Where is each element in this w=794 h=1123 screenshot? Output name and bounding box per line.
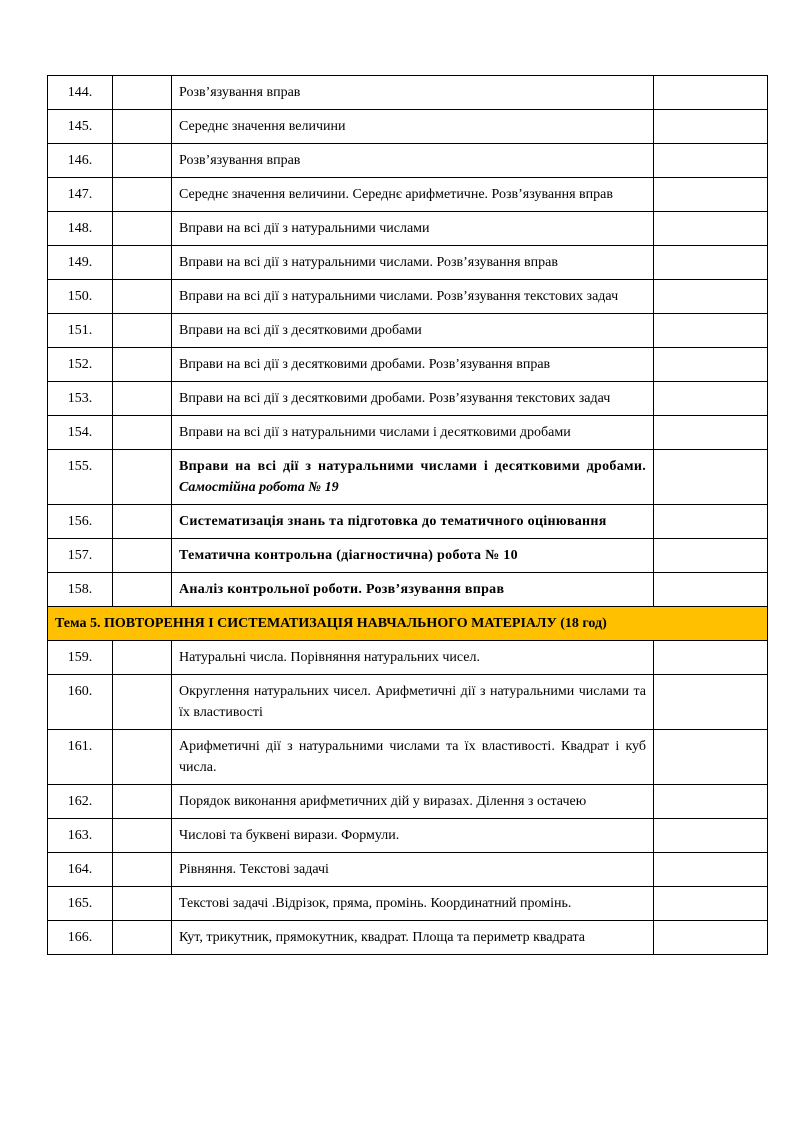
note-cell <box>654 573 768 607</box>
note-cell <box>654 730 768 785</box>
lesson-number: 157. <box>48 539 113 573</box>
date-cell <box>113 382 172 416</box>
section-header-row <box>48 607 768 641</box>
lesson-topic: Вправи на всі дії з натуральними числами <box>172 212 654 246</box>
table-row <box>48 212 768 246</box>
note-cell <box>654 348 768 382</box>
note-cell <box>654 178 768 212</box>
date-cell <box>113 539 172 573</box>
lesson-number: 162. <box>48 785 113 819</box>
note-cell <box>654 675 768 730</box>
date-cell <box>113 641 172 675</box>
note-cell <box>654 416 768 450</box>
table-row <box>48 785 768 819</box>
note-cell <box>654 280 768 314</box>
lesson-plan-table <box>47 75 768 955</box>
table-row <box>48 76 768 110</box>
lesson-topic: Числові та буквені вирази. Формули. <box>172 819 654 853</box>
date-cell <box>113 246 172 280</box>
note-cell <box>654 819 768 853</box>
table-row <box>48 853 768 887</box>
lesson-topic: Округлення натуральних чисел. Арифметичні дії з натуральними числами та їх властивості <box>172 675 654 730</box>
note-cell <box>654 539 768 573</box>
note-cell <box>654 144 768 178</box>
table-row <box>48 144 768 178</box>
lesson-number: 158. <box>48 573 113 607</box>
note-cell <box>654 641 768 675</box>
table-row <box>48 450 768 505</box>
note-cell <box>654 314 768 348</box>
lesson-topic: Розв’язування вправ <box>172 144 654 178</box>
lesson-number: 153. <box>48 382 113 416</box>
lesson-number: 164. <box>48 853 113 887</box>
lesson-topic: Систематизація знань та підготовка до тематичного оцінювання <box>172 505 654 539</box>
note-cell <box>654 785 768 819</box>
date-cell <box>113 76 172 110</box>
note-cell <box>654 76 768 110</box>
lesson-topic-bold: Вправи на всі дії з натуральними числами і десятковими дробами. <box>179 459 646 474</box>
note-cell <box>654 853 768 887</box>
date-cell <box>113 178 172 212</box>
lesson-topic: Арифметичні дії з натуральними числами та їх властивості. Квадрат і куб числа. <box>172 730 654 785</box>
date-cell <box>113 887 172 921</box>
table-row <box>48 641 768 675</box>
lesson-number: 156. <box>48 505 113 539</box>
date-cell <box>113 416 172 450</box>
lesson-number: 166. <box>48 921 113 955</box>
date-cell <box>113 348 172 382</box>
lesson-topic: Тематична контрольна (діагностична) робота № 10 <box>172 539 654 573</box>
date-cell <box>113 450 172 505</box>
lesson-number: 148. <box>48 212 113 246</box>
lesson-number: 151. <box>48 314 113 348</box>
date-cell <box>113 921 172 955</box>
lesson-topic: Кут, трикутник, прямокутник, квадрат. Площа та периметр квадрата <box>172 921 654 955</box>
lesson-topic: Вправи на всі дії з натуральними числами і десятковими дробами <box>172 416 654 450</box>
lesson-number: 144. <box>48 76 113 110</box>
date-cell <box>113 212 172 246</box>
date-cell <box>113 110 172 144</box>
date-cell <box>113 505 172 539</box>
table-row <box>48 246 768 280</box>
lesson-number: 146. <box>48 144 113 178</box>
table-row <box>48 110 768 144</box>
table-row <box>48 314 768 348</box>
table-row <box>48 573 768 607</box>
lesson-number: 150. <box>48 280 113 314</box>
date-cell <box>113 144 172 178</box>
note-cell <box>654 246 768 280</box>
lesson-topic: Порядок виконання арифметичних дій у виразах. Ділення з остачею <box>172 785 654 819</box>
lesson-number: 159. <box>48 641 113 675</box>
lesson-topic: Аналіз контрольної роботи. Розв’язування вправ <box>172 573 654 607</box>
lesson-topic: Середнє значення величини <box>172 110 654 144</box>
lesson-number: 161. <box>48 730 113 785</box>
note-cell <box>654 887 768 921</box>
table-row <box>48 348 768 382</box>
table-row <box>48 819 768 853</box>
independent-work-label: Самостійна робота № 19 <box>179 480 339 495</box>
note-cell <box>654 382 768 416</box>
date-cell <box>113 314 172 348</box>
lesson-number: 147. <box>48 178 113 212</box>
lesson-topic: Вправи на всі дії з десятковими дробами. Розв’язування текстових задач <box>172 382 654 416</box>
table-row <box>48 887 768 921</box>
lesson-topic: Середнє значення величини. Середнє арифметичне. Розв’язування вправ <box>172 178 654 212</box>
lesson-number: 154. <box>48 416 113 450</box>
lesson-topic: Вправи на всі дії з натуральними числами. Розв’язування текстових задач <box>172 280 654 314</box>
date-cell <box>113 573 172 607</box>
lesson-topic: Текстові задачі .Відрізок, пряма, промінь. Координатний промінь. <box>172 887 654 921</box>
note-cell <box>654 110 768 144</box>
table-row <box>48 416 768 450</box>
date-cell <box>113 819 172 853</box>
note-cell <box>654 212 768 246</box>
note-cell <box>654 505 768 539</box>
table-row <box>48 505 768 539</box>
date-cell <box>113 785 172 819</box>
date-cell <box>113 280 172 314</box>
lesson-topic: Натуральні числа. Порівняння натуральних чисел. <box>172 641 654 675</box>
table-row <box>48 539 768 573</box>
date-cell <box>113 675 172 730</box>
date-cell <box>113 730 172 785</box>
lesson-number: 149. <box>48 246 113 280</box>
lesson-topic: Вправи на всі дії з натуральними числами. Розв’язування вправ <box>172 246 654 280</box>
section-header: Тема 5. ПОВТОРЕННЯ І СИСТЕМАТИЗАЦІЯ НАВЧАЛЬНОГО МАТЕРІАЛУ (18 год) <box>48 607 768 641</box>
lesson-topic <box>172 450 654 505</box>
lesson-number: 152. <box>48 348 113 382</box>
note-cell <box>654 450 768 505</box>
table-row <box>48 921 768 955</box>
table-row <box>48 382 768 416</box>
lesson-topic: Вправи на всі дії з десятковими дробами <box>172 314 654 348</box>
note-cell <box>654 921 768 955</box>
lesson-number: 160. <box>48 675 113 730</box>
lesson-number: 163. <box>48 819 113 853</box>
table-row <box>48 280 768 314</box>
date-cell <box>113 853 172 887</box>
lesson-number: 155. <box>48 450 113 505</box>
lesson-topic: Рівняння. Текстові задачі <box>172 853 654 887</box>
lesson-topic: Вправи на всі дії з десятковими дробами. Розв’язування вправ <box>172 348 654 382</box>
lesson-topic: Розв’язування вправ <box>172 76 654 110</box>
table-row <box>48 675 768 730</box>
table-row <box>48 178 768 212</box>
lesson-number: 165. <box>48 887 113 921</box>
lesson-number: 145. <box>48 110 113 144</box>
table-row <box>48 730 768 785</box>
